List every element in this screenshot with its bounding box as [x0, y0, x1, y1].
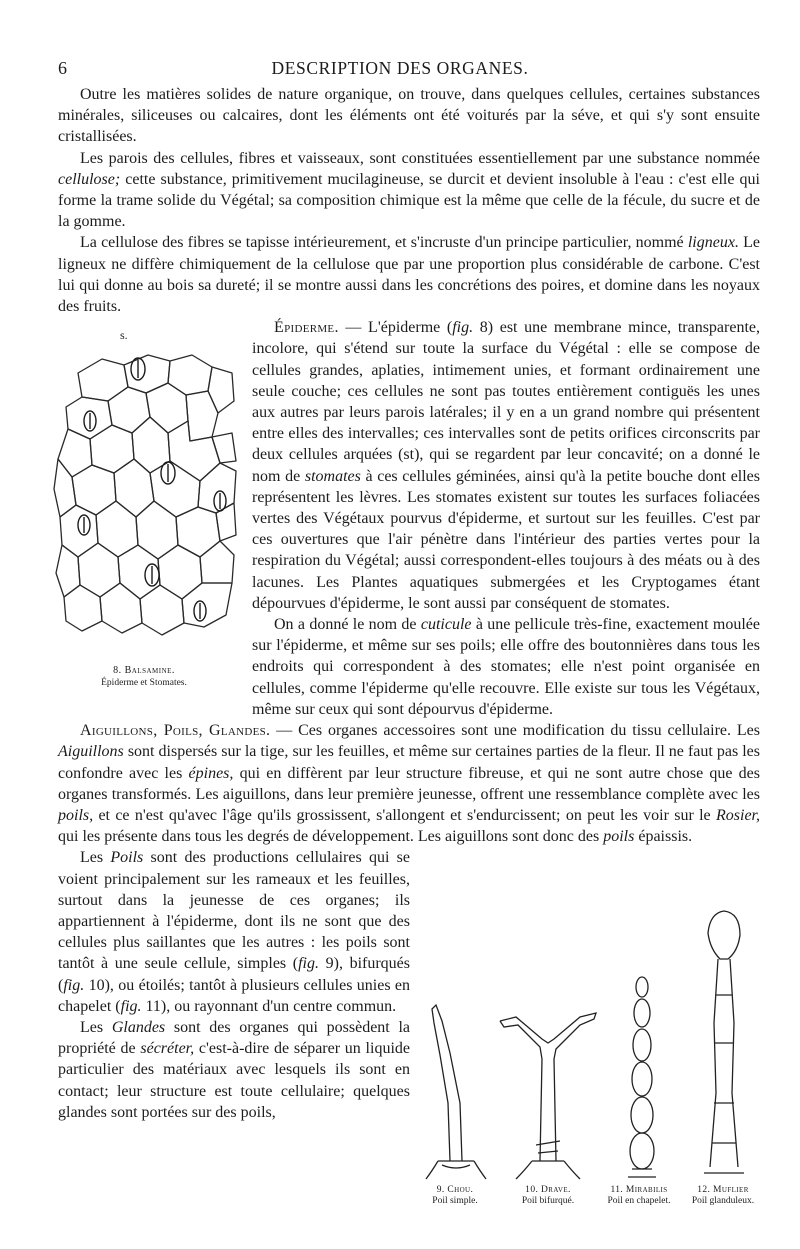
text-run: Le ligneux ne diffère chimiquement de la cellulose que par une proportion plus considérable de carbone. C'est lui qui donne au bois sa dureté; il se montre aussi dans les concrétions des poires, et domine dans les noyaux des fruits. — [58, 234, 761, 316]
section-term-aiguillons: Aiguillons, Poils, Glandes. — [80, 722, 271, 740]
figure-8-caption — [50, 665, 238, 689]
term-poils: poils, — [58, 806, 94, 824]
figure-12-glandular-hair — [688, 903, 758, 1183]
epidermal-cell — [136, 501, 178, 559]
section-term-epiderme: Épiderme. — [274, 319, 339, 337]
figure-8-epidermis — [50, 321, 238, 701]
text-run: c'est-à-dire de séparer un liquide particulier des matériaux avec lesquels ils sont en contact; leur structure est toute cellulaire; quelques glandes sont portées sur des poils, — [58, 1040, 410, 1121]
figure-8-number: 8. Balsamine. — [113, 665, 175, 677]
text-run: et ce n'est qu'avec l'âge qu'ils grossissent, s'allongent et s'endurcissent; on peut les voir sur le — [93, 806, 716, 824]
figure-11-caption — [594, 1185, 684, 1207]
figure-11-number: 11. Mirabilis — [610, 1185, 668, 1196]
epidermal-cell — [78, 359, 128, 401]
epidermal-cell — [186, 391, 218, 441]
text-run: épaissis. — [634, 828, 693, 846]
figure-10-number: 10. Drave. — [525, 1185, 571, 1196]
fig-ref: fig. — [298, 955, 319, 973]
text-run: 8) est une membrane mince, transparente, incolore, qui s'étend sur toute la surface du Végétal : elle se compose de cellules grandes, aplaties, intimement unies, et formant ordinairement une seule couche; ces cellules ne sont pas toutes entièrement contiguës les unes aux autres par leurs parois latérales; il y en a un grand nombre qui présentent entre elles des intervalles; ces intervalles sont de petits orifices circonscrits par deux cellules arquées (st), qui se regardent par leur concavité; on a donné le nom de — [252, 319, 760, 485]
epidermal-cell — [54, 459, 76, 517]
figure-12-title: Poil glanduleux. — [691, 1196, 755, 1207]
text-run: 10), ou étoilés; tantôt à plusieurs cellules unies en chapelet ( — [58, 976, 410, 1015]
term-secreter: sécréter, — [140, 1040, 195, 1058]
epidermal-cell — [216, 503, 236, 541]
figures-9-12-hairs — [420, 851, 760, 1207]
epidermal-cell — [90, 425, 134, 473]
figure-9-number: 9. Chou. — [436, 1185, 474, 1196]
text-run: sont des productions cellulaires qui se voient principalement sur les rameaux et les feuilles, surtout dans la jeunesse de ces organes; ils appartiennent à l'épiderme, dont ils ne sont que des cellules plus saillantes que les autres : les poils sont tantôt à une seule cellule, simples ( — [58, 849, 411, 973]
epidermal-cell — [78, 543, 120, 597]
text-run: à ces cellules géminées, ainsi qu'à la petite bouche dont elles représentent les lèvres. Les stomates existent sur toutes les surfaces foliacées vertes des Végétaux pourvus d'épiderme, et surtout sur les feuilles. C'est par ces ouvertures que l'air pénètre dans l'intérieur des parties vertes pour la respiration du Végétal; aussi correspondent-elles toujours à des méats ou à des lacunes. Les Plantes aquatiques submergées et les Cryptogames étant dépourvues d'épiderme, le sont aussi par conséquent de stomates. — [252, 467, 761, 612]
epidermal-cell — [58, 429, 92, 477]
text-run: qui en diffèrent par leur structure fibreuse, et qui ne sont autre chose que des organes transformés. Les aiguillons, dans leur première jeunesse, offrent une ressemblance complète avec les — [58, 764, 761, 803]
epidermal-cell — [56, 545, 80, 597]
epidermal-cell — [72, 465, 116, 515]
text-run: — Ces organes accessoires sont une modification du tissu cellulaire. Les — [270, 722, 761, 740]
paragraph-ligneux — [58, 232, 760, 317]
epidermal-cell — [100, 583, 142, 633]
epidermal-cell — [118, 545, 160, 599]
term-ligneux: ligneux. — [687, 234, 739, 252]
term-cellulose: cellulose; — [58, 170, 121, 188]
epidermal-cell — [114, 459, 154, 517]
text-run: 11), ou rayonnant d'un centre commun. — [141, 997, 397, 1015]
epidermal-cell — [66, 397, 112, 439]
term-epines: épines, — [188, 764, 234, 782]
figure-8-title: Épiderme et Stomates. — [101, 678, 187, 689]
running-title: DESCRIPTION DES ORGANES. — [271, 58, 529, 78]
fig-ref: fig. — [452, 319, 474, 337]
epidermis-stomata-illustration — [50, 321, 238, 665]
figure-12-caption — [682, 1185, 764, 1207]
text-run: Les — [80, 1018, 112, 1036]
text-run: cette substance, primitivement mucilagineuse, se durcit et devient insoluble à l'eau : c'est elle qui forme la trame solide du Végétal; sa composition chimique est la même que celle de la fécule, du sucre et de la gomme. — [58, 170, 760, 231]
figure-11-title: Poil en chapelet. — [607, 1196, 671, 1207]
epidermal-cell — [158, 545, 202, 599]
text-run: Les parois des cellules, fibres et vaisseaux, sont constituées essentiellement par une substance nommée — [80, 149, 760, 167]
text-run: qui les présente dans tous les degrés de développement. Les aiguillons sont donc des — [58, 828, 604, 846]
text-run: sont des organes qui possèdent la propriété de — [58, 1018, 411, 1058]
figure-label-s: s. — [120, 328, 128, 343]
term-cuticule: cuticule — [420, 616, 472, 634]
page-header — [0, 58, 800, 80]
text-run: à une pellicule très-fine, exactement moulée sur l'épiderme, et même sur ses poils; elle offre des boutonnières dans tous les endroits qui correspondent à des stomates; elle n'est point organisée en cellules, comme l'épiderme qu'elle recouvre. Elle existe sur tous les Végétaux, même sur ceux qui sont dépourvus d'épiderme. — [252, 616, 761, 718]
figure-10-caption — [498, 1185, 598, 1207]
figure-9-title: Poil simple. — [432, 1196, 478, 1207]
epidermal-cell — [168, 355, 212, 395]
paragraph-minerals: Outre les matières solides de nature organique, on trouve, dans quelques cellules, certaines substances minérales, siliceuses ou calcaires, dont les éléments ont été voiturés par la séve, et qui s'y sont ensuite cristallisées. — [58, 86, 760, 146]
text-run: La cellulose des fibres se tapisse intérieurement, et s'incruste d'un principe particulier, nommé — [80, 234, 688, 252]
paragraph-cellulose — [58, 148, 760, 233]
figure-10-bifurcated-hair — [498, 983, 598, 1183]
figure-9-simple-hair — [420, 983, 490, 1183]
epidermal-cell — [208, 367, 234, 413]
text-run: On a donné le nom de — [274, 616, 421, 634]
fig-ref: fig. — [63, 976, 85, 994]
epidermal-cell — [212, 433, 236, 463]
term-poils: poils — [603, 828, 635, 846]
epidermal-cell — [168, 421, 220, 481]
text-run: — L'épiderme ( — [338, 319, 453, 337]
page-number: 6 — [58, 58, 67, 78]
term-rosier: Rosier, — [716, 806, 760, 824]
term-poils: Poils — [110, 849, 144, 867]
text-run: Les — [80, 849, 111, 867]
term-stomates: stomates — [304, 467, 361, 485]
figure-11-chain-hair — [606, 963, 676, 1183]
figure-10-title: Poil bifurqué. — [521, 1196, 575, 1207]
epidermal-cell — [64, 585, 102, 631]
epidermal-cell — [140, 585, 184, 635]
body-text — [58, 84, 760, 1209]
text-run: sont dispersés sur la tige, sur les feuilles, et même sur certaines parties de la fleur. Il ne faut pas les confondre avec les — [58, 743, 760, 782]
term-glandes: Glandes — [111, 1018, 166, 1036]
epidermal-cell — [200, 541, 234, 583]
fig-ref: fig. — [120, 997, 142, 1015]
epidermal-cell — [182, 583, 232, 627]
text-run: 9), bifurqués ( — [58, 955, 410, 994]
epidermal-cell — [176, 507, 220, 557]
term-aiguillons: Aiguillons — [58, 743, 124, 761]
figure-9-caption — [420, 1185, 490, 1207]
figure-12-number: 12. Muflier — [697, 1185, 749, 1196]
paragraph-aiguillons — [58, 720, 760, 847]
